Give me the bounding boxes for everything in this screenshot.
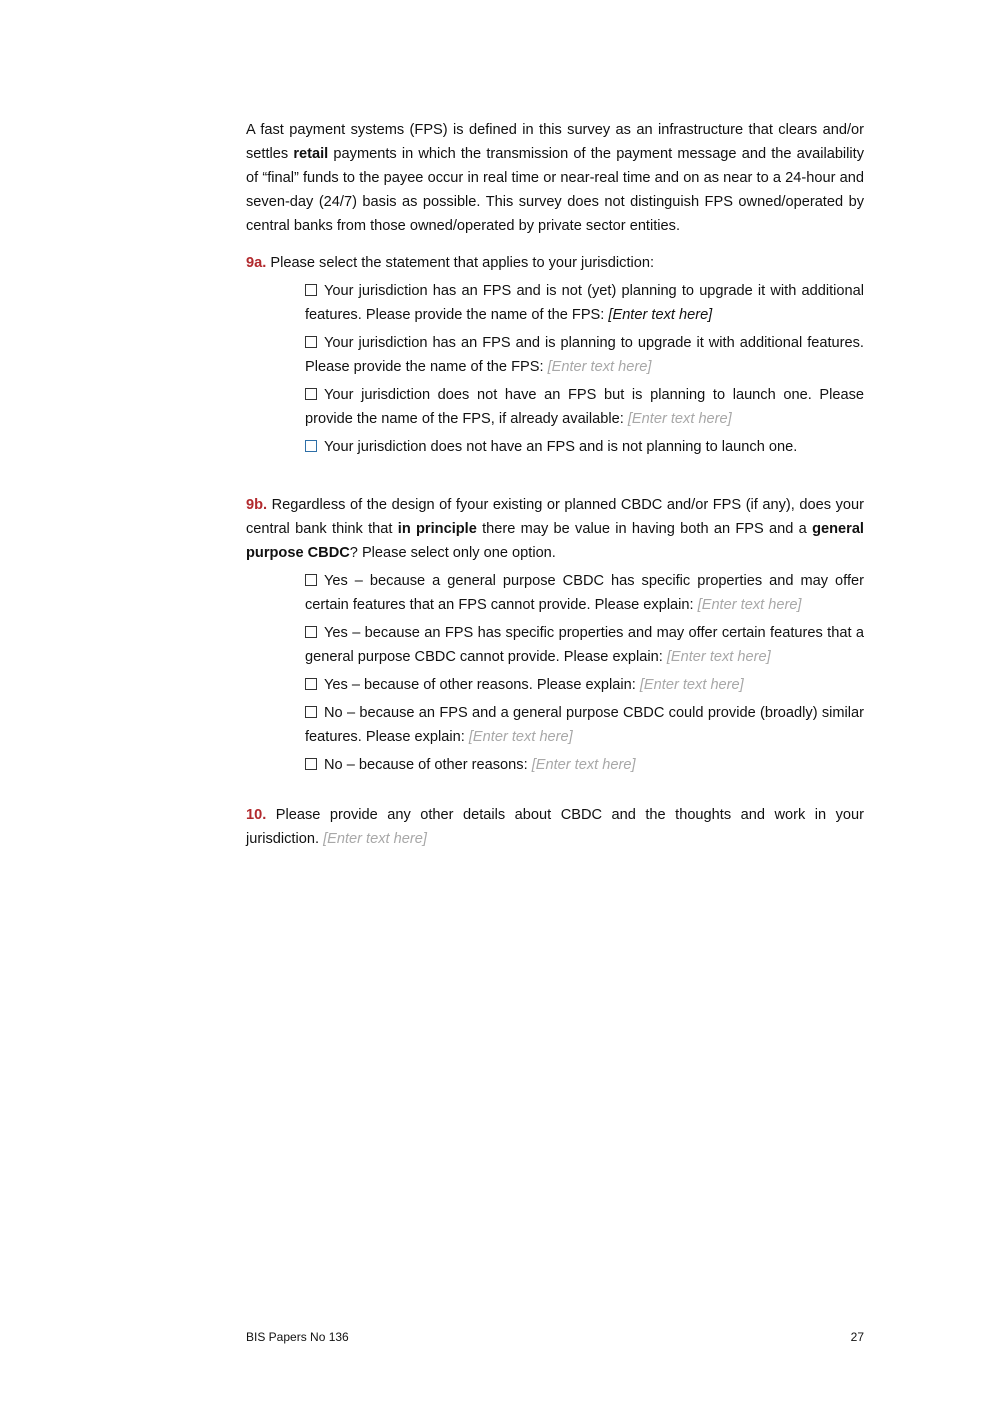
content-column bbox=[246, 118, 864, 855]
option-text: Your jurisdiction has an FPS and is planning to upgrade it with additional features. Please provide the name of the FPS: bbox=[305, 335, 864, 375]
option-text: No – because of other reasons: bbox=[324, 757, 532, 773]
question-number: 9a. bbox=[246, 255, 267, 271]
options-9a bbox=[305, 279, 864, 459]
option-text: No – because an FPS and a general purpose CBDC could provide (broadly) similar features. Please explain: bbox=[305, 705, 864, 745]
page-number: 27 bbox=[850, 1330, 864, 1344]
text-field[interactable]: [Enter text here] bbox=[531, 757, 636, 773]
question-number: 10. bbox=[246, 807, 267, 823]
checkbox-icon[interactable] bbox=[305, 336, 317, 348]
question-9b bbox=[246, 493, 864, 565]
text: there may be value in having both an FPS and a bbox=[476, 521, 813, 537]
bold-text: general purpose CBDC bbox=[246, 521, 864, 561]
text-field[interactable]: [Enter text here] bbox=[547, 359, 652, 375]
checkbox-icon[interactable] bbox=[305, 626, 317, 638]
option-text: Your jurisdiction does not have an FPS but is planning to launch one. Please provide the name of the FPS, if already available: bbox=[305, 387, 864, 427]
option-9a-2 bbox=[305, 331, 864, 379]
option-text: Yes – because a general purpose CBDC has specific properties and may offer certain features that an FPS cannot provide. Please explain: bbox=[305, 573, 864, 613]
option-text: Yes – because of other reasons. Please explain: bbox=[324, 677, 640, 693]
option-9b-5 bbox=[305, 753, 864, 777]
text: Regardless of the design of fyour existing or planned CBDC and/or FPS (if any), does your central bank think that bbox=[246, 497, 864, 537]
checkbox-icon[interactable] bbox=[305, 388, 317, 400]
options-9b bbox=[305, 569, 864, 777]
fps-definition bbox=[246, 118, 864, 238]
checkbox-icon[interactable] bbox=[305, 758, 317, 770]
bold-text: retail bbox=[293, 146, 329, 162]
question-10 bbox=[246, 803, 864, 851]
option-9a-3 bbox=[305, 383, 864, 431]
text-field[interactable]: [Enter text here] bbox=[323, 831, 427, 847]
text-field[interactable]: [Enter text here] bbox=[627, 411, 732, 427]
text-field[interactable]: [Enter text here] bbox=[666, 649, 771, 665]
question-number: 9b. bbox=[246, 497, 268, 513]
text-field[interactable]: [Enter text here] bbox=[639, 677, 744, 693]
text: payments in which the transmission of the payment message and the availability of “final” funds to the payee occur in real time or near-real time and on as near to a 24-hour and seven-day (24/7) basis as possible. This survey does not distinguish FPS owned/operated by central banks from those owned/operated by private sector entities. bbox=[246, 146, 865, 234]
option-text: Your jurisdiction has an FPS and is not (yet) planning to upgrade it with additional features. Please provide the name of the FPS: bbox=[305, 283, 864, 323]
option-9b-1 bbox=[305, 569, 864, 617]
option-9b-4 bbox=[305, 701, 864, 749]
question-text: Please select the statement that applies to your jurisdiction: bbox=[266, 255, 655, 271]
option-text: Yes – because an FPS has specific properties and may offer certain features that a general purpose CBDC cannot provide. Please explain: bbox=[305, 625, 864, 665]
text-field[interactable]: [Enter text here] bbox=[697, 597, 802, 613]
option-9b-3 bbox=[305, 673, 864, 697]
checkbox-icon[interactable] bbox=[305, 284, 317, 296]
checkbox-icon[interactable] bbox=[305, 706, 317, 718]
question-9a bbox=[246, 251, 864, 275]
text: ? Please select only one option. bbox=[349, 545, 556, 561]
bold-text: in principle bbox=[397, 521, 477, 537]
option-text: Your jurisdiction does not have an FPS and is not planning to launch one. bbox=[324, 439, 798, 455]
checkbox-icon[interactable] bbox=[305, 440, 317, 452]
question-text: Please provide any other details about CBDC and the thoughts and work in your jurisdiction. bbox=[246, 807, 864, 847]
option-9b-2 bbox=[305, 621, 864, 669]
checkbox-icon[interactable] bbox=[305, 574, 317, 586]
page-footer bbox=[246, 1325, 864, 1349]
checkbox-icon[interactable] bbox=[305, 678, 317, 690]
publication-name: BIS Papers No 136 bbox=[246, 1330, 349, 1344]
option-9a-4 bbox=[305, 435, 864, 459]
option-9a-1 bbox=[305, 279, 864, 327]
text-field[interactable]: [Enter text here] bbox=[468, 729, 573, 745]
text: A fast payment systems (FPS) is defined in this survey as an infrastructure that clears and/or settles bbox=[246, 122, 864, 162]
text-field[interactable]: [Enter text here] bbox=[608, 307, 713, 323]
